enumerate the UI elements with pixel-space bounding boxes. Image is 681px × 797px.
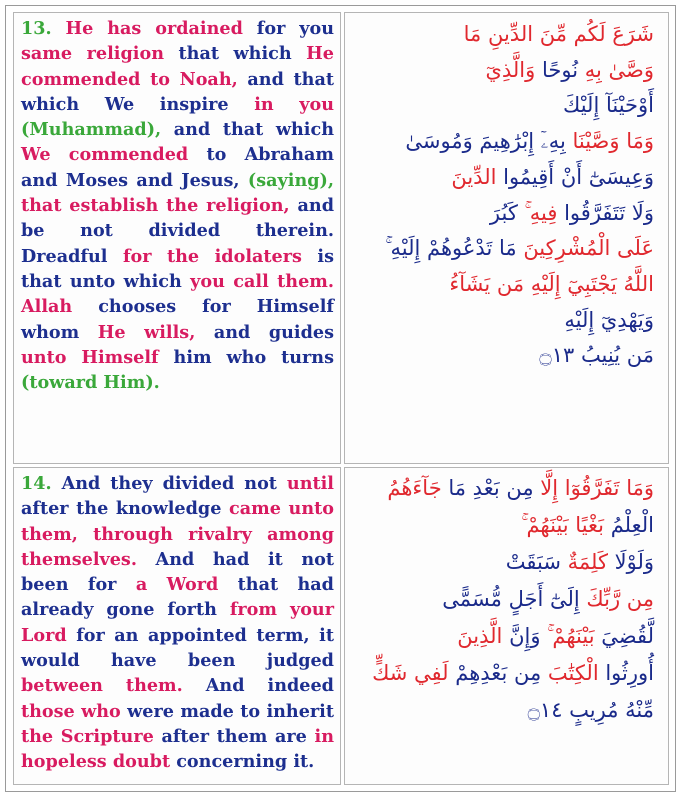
translation-segment: same religion	[21, 43, 164, 65]
translation-segment: those who	[21, 700, 121, 722]
arabic-segment: الدِّينَ	[451, 164, 504, 189]
arabic-segment: بِهِۦٓ إِبْرَٰهِيمَ وَمُوسَىٰ	[405, 129, 573, 154]
arabic-segment: سَبَقَتْ	[505, 550, 568, 574]
arabic-segment: مِن بَعْدِهِمْ	[455, 661, 548, 685]
arabic-segment: فِيهِ ۚ	[524, 200, 565, 225]
translation-segment: you call them.	[181, 270, 334, 292]
arabic-segment: بَيْنَهُمْ ۚ	[547, 624, 602, 648]
arabic-segment: جَآءَهُمُ	[387, 476, 449, 500]
arabic-segment: وَالَّذِيٓ	[485, 57, 536, 82]
translation-segment: for the idolaters	[107, 245, 302, 267]
arabic-segment: مَن يُنِيبُ ۝١٣	[539, 343, 654, 368]
arabic-segment: مِّنْهُ مُرِيبٍ ۝١٤	[527, 698, 654, 722]
arabic-line	[355, 124, 654, 160]
arabic-segment: أَوْحَيْنَآ إِلَيْكَ	[563, 93, 654, 118]
arabic-segment: شَرَعَ لَكُم مِّنَ الدِّينِ مَا	[463, 22, 654, 46]
arabic-segment: مَا تَدْعُوهُمْ إِلَيْهِ ۚ	[385, 236, 524, 261]
verse-13-arabic	[344, 12, 669, 464]
translation-segment: concerning it.	[170, 751, 315, 773]
arabic-segment: عَلَى الْمُشْرِكِينَ	[523, 236, 654, 261]
translation-segment: for you	[242, 18, 335, 39]
verse-14-arabic	[344, 467, 669, 785]
translation-segment: the religion,	[158, 195, 290, 217]
translation-segment: were made to inherit	[120, 700, 334, 722]
translation-segment: And had it not been for	[21, 548, 334, 596]
translation-segment: And they divided not	[51, 473, 277, 494]
arabic-line	[355, 655, 654, 692]
translation-segment: came unto them,	[21, 498, 334, 545]
arabic-line	[355, 17, 654, 53]
arabic-segment: إِلَىٰٓ أَجَلٍ مُّسَمًّى	[442, 587, 587, 611]
arabic-segment: وَعِيسَىٰٓ أَنْ أَقِيمُوا	[503, 164, 654, 189]
translation-segment: chooses for Himself	[72, 296, 334, 318]
arabic-segment: وَمَا تَفَرَّقُوٓا إِلَّا	[540, 476, 654, 500]
arabic-line	[355, 507, 654, 544]
translation-segment: and be not divided therein.	[21, 195, 335, 242]
translation-segment: We inspire	[79, 93, 229, 115]
arabic-line	[355, 88, 654, 124]
translation-segment: him who turns	[158, 346, 334, 368]
arabic-line	[355, 581, 654, 618]
translation-segment: after them are	[153, 725, 307, 747]
translation-segment: from your Lord	[21, 599, 334, 646]
arabic-line	[355, 338, 654, 374]
arabic-segment: وَصَّىٰ بِهِ	[584, 57, 654, 82]
arabic-segment: الْكِتَٰبَ	[547, 661, 606, 685]
translation-segment: He commended to Noah,	[21, 43, 334, 90]
arabic-segment: كَلِمَةٌ	[567, 550, 615, 574]
translation-segment: and that which	[161, 119, 334, 141]
translation-segment: after the knowledge	[21, 498, 222, 520]
translation-segment: in you	[228, 93, 334, 115]
arabic-line	[355, 692, 654, 729]
translation-segment: in hopeless doubt	[21, 725, 334, 773]
arabic-segment: وَمَا وَصَّيْنَا	[572, 129, 654, 154]
translation-segment: that which	[164, 43, 292, 65]
translation-segment: until	[276, 473, 334, 494]
translation-segment: He wills,	[79, 321, 196, 343]
translation-segment: a Word	[116, 574, 219, 596]
translation-segment: Allah	[21, 296, 73, 318]
translation-segment: He has ordained	[51, 18, 243, 39]
arabic-line	[355, 267, 654, 303]
translation-segment: between them.	[21, 675, 183, 697]
verse-number: 13.	[21, 18, 52, 39]
translation-segment: and guides	[195, 321, 335, 343]
arabic-line	[355, 544, 654, 581]
translation-segment: to Abraham and Moses and Jesus,	[21, 144, 335, 191]
arabic-segment: لَفِي شَكٍّ	[372, 661, 456, 685]
translation-segment: (saying),	[239, 169, 334, 191]
verse-number: 14.	[21, 473, 52, 494]
translation-segment: is that unto which	[21, 245, 334, 292]
translation-segment: through rivalry among themselves.	[21, 523, 334, 570]
arabic-segment: وَيَهْدِيٓ إِلَيْهِ	[564, 307, 654, 332]
translation-segment: (Muhammad),	[21, 119, 162, 141]
arabic-segment: الَّذِينَ	[457, 624, 510, 648]
verse-table	[5, 5, 676, 792]
translation-segment: the Scripture	[21, 725, 154, 747]
arabic-segment: بَغْيًا بَيْنَهُمْ ۚ	[521, 513, 611, 537]
arabic-segment: مِن رَّبِّكَ	[586, 587, 654, 611]
arabic-line	[355, 196, 654, 232]
arabic-line	[355, 470, 654, 507]
arabic-segment: الْعِلْمُ	[610, 513, 654, 537]
arabic-segment: وَإِنَّ	[509, 624, 548, 648]
arabic-line	[355, 231, 654, 267]
translation-segment: Dreadful	[21, 245, 108, 267]
verse-13-english	[13, 12, 341, 464]
arabic-segment: لَّقُضِيَ	[601, 624, 654, 648]
arabic-line	[355, 303, 654, 339]
translation-segment: that establish	[21, 195, 159, 217]
arabic-segment: نُوحًا	[535, 57, 585, 82]
arabic-segment: وَلَا تَتَفَرَّقُوا	[564, 200, 654, 225]
arabic-segment: كَبُرَ	[489, 200, 525, 225]
translation-segment: We commended	[21, 144, 189, 166]
arabic-line	[355, 53, 654, 89]
arabic-segment: مِن بَعْدِ مَا	[448, 476, 541, 500]
arabic-segment: اللَّهُ يَجْتَبِيٓ إِلَيْهِ مَن يَشَآءُ	[449, 271, 654, 296]
translation-segment: and that which	[21, 68, 334, 115]
arabic-line	[355, 160, 654, 196]
arabic-segment: أُورِثُوا	[605, 661, 654, 685]
verse-14-english	[13, 467, 341, 785]
arabic-line	[355, 618, 654, 655]
translation-segment: for an appointed term, it would have been judged	[21, 624, 334, 672]
translation-segment: that had already gone forth	[21, 574, 334, 621]
translation-segment: And indeed	[182, 675, 334, 697]
translation-segment: (toward Him).	[21, 372, 160, 394]
translation-segment: whom	[21, 321, 80, 343]
arabic-segment: وَلَوْلَا	[614, 550, 654, 574]
translation-segment: unto Himself	[21, 346, 159, 368]
